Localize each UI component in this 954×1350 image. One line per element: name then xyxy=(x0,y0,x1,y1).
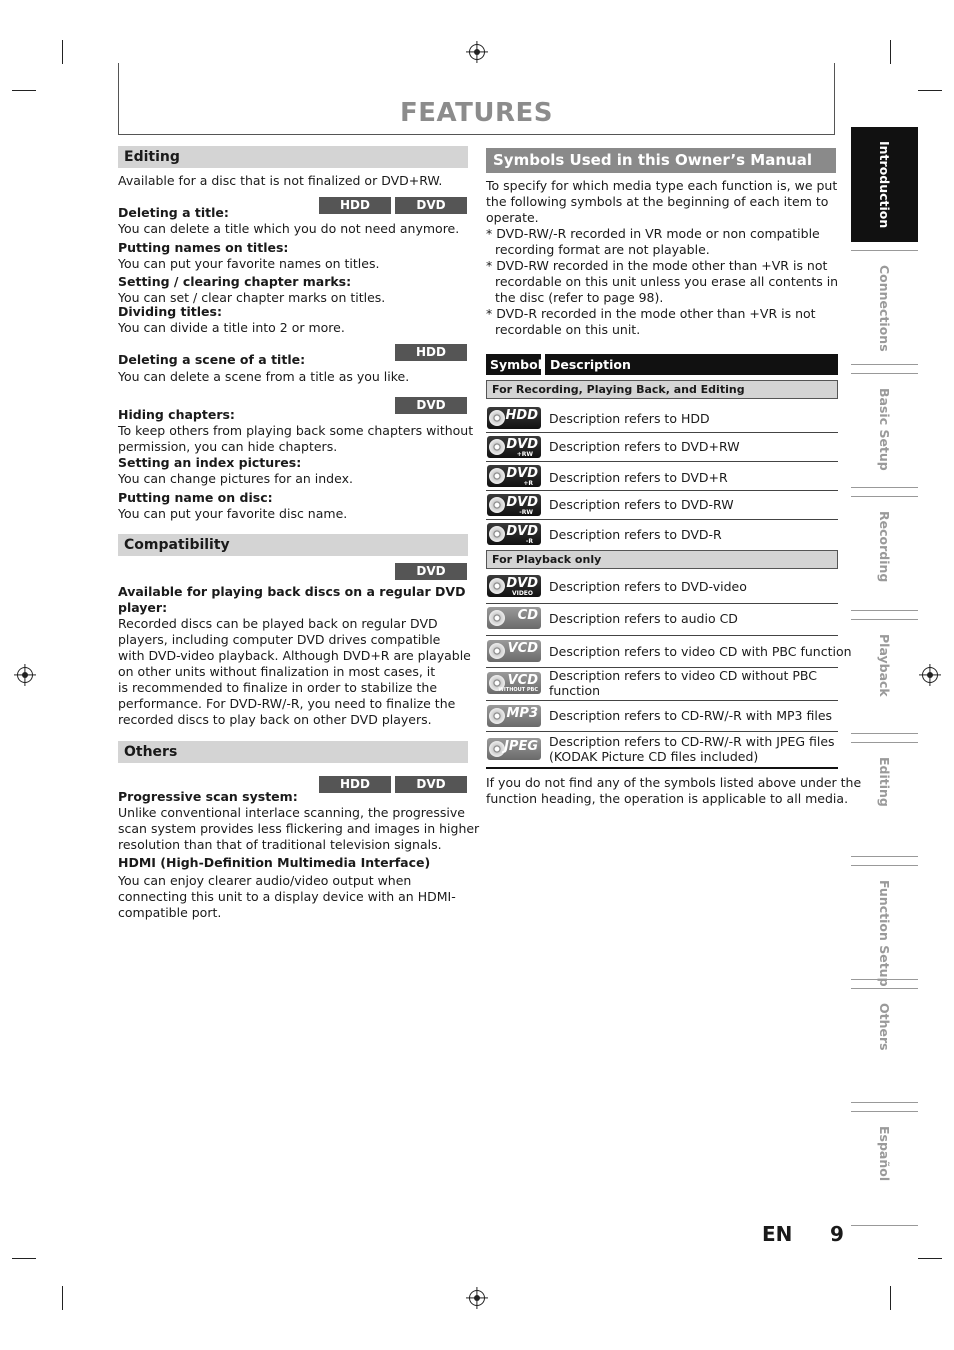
crop-mark xyxy=(918,1258,942,1259)
table-bottom-rule xyxy=(486,767,838,769)
crop-mark xyxy=(890,1286,891,1310)
registration-mark-icon xyxy=(469,1290,485,1306)
table-row-description: function xyxy=(549,683,601,698)
table-row-description: Description refers to CD-RW/-R with JPEG files xyxy=(549,734,835,749)
row-divider xyxy=(486,490,838,491)
crop-mark xyxy=(918,90,942,91)
item-text: You can delete a title which you do not need anymore. xyxy=(118,221,460,236)
symbols-note: * DVD-R recorded in the mode other than +VR is not xyxy=(486,306,816,321)
table-row-description: Description refers to video CD with PBC function xyxy=(549,644,852,659)
dvd-badge: DVD xyxy=(395,197,467,214)
compatibility-text: recorded discs to play back on other DVD players. xyxy=(118,712,432,727)
crop-mark xyxy=(890,40,891,64)
item-text: resolution than that of traditional television signals. xyxy=(118,837,442,852)
language-label: EN xyxy=(762,1222,793,1246)
item-text: You can change pictures for an index. xyxy=(118,471,353,486)
tab-introduction[interactable]: Introduction xyxy=(851,127,918,242)
symbols-note: recording format are not playable. xyxy=(495,242,710,257)
item-text: connecting this unit to a display device with an HDMI- xyxy=(118,889,456,904)
row-divider xyxy=(486,432,838,433)
item-text: You can put your favorite disc name. xyxy=(118,506,348,521)
dvd-plus-r-icon: DVD +R xyxy=(487,465,541,487)
cd-icon: CD xyxy=(487,607,541,629)
symbols-note: * DVD-RW/-R recorded in VR mode or non compatible xyxy=(486,226,820,241)
mp3-icon: MP3 xyxy=(487,705,541,727)
hdd-badge: HDD xyxy=(395,344,467,361)
dvd-plus-rw-icon: DVD +RW xyxy=(487,436,541,458)
table-row-description: Description refers to video CD without PBC xyxy=(549,668,817,683)
item-title: Putting name on disc: xyxy=(118,490,273,505)
symbols-note: the disc (refer to page 98). xyxy=(495,290,664,305)
hdd-badge: HDD xyxy=(319,197,391,214)
item-title: Putting names on titles: xyxy=(118,240,289,255)
symbols-note: recordable on this unit unless you erase all contents in xyxy=(495,274,839,289)
item-text: You can delete a scene from a title as you like. xyxy=(118,369,410,384)
symbols-intro: To specify for which media type each function is, we put xyxy=(486,178,838,193)
dvd-minus-r-icon: DVD -R xyxy=(487,523,541,545)
item-text: scan system provides less flickering and images in higher xyxy=(118,821,480,836)
page-number: 9 xyxy=(830,1222,844,1246)
compatibility-text: is recommended to finalize in order to stabilize the xyxy=(118,680,438,695)
symbols-note: recordable on this unit. xyxy=(495,322,641,337)
crop-mark xyxy=(12,90,36,91)
item-title: Setting an index pictures: xyxy=(118,455,302,470)
compatibility-title: player: xyxy=(118,600,168,615)
item-text: You can set / clear chapter marks on titles. xyxy=(118,290,386,305)
table-row-description: Description refers to DVD+R xyxy=(549,470,728,485)
row-divider xyxy=(486,519,838,520)
symbols-heading: Symbols Used in this Owner’s Manual xyxy=(486,148,836,173)
compatibility-text: on other units without finalization in most cases, it xyxy=(118,664,436,679)
item-text: Unlike conventional interlace scanning, the progressive xyxy=(118,805,465,820)
row-divider xyxy=(486,603,838,604)
item-text: You can enjoy clearer audio/video output when xyxy=(118,873,412,888)
compatibility-text: performance. For DVD-RW/-R, you need to finalize the xyxy=(118,696,456,711)
table-row-description: Description refers to DVD-RW xyxy=(549,497,734,512)
table-row-description: Description refers to DVD-video xyxy=(549,579,747,594)
hdd-icon: HDD xyxy=(487,407,541,429)
compatibility-title: Available for playing back discs on a regular DVD xyxy=(118,584,466,599)
tab-basic-setup[interactable]: Basic Setup xyxy=(851,373,918,488)
tab-others[interactable]: Others xyxy=(851,988,918,1103)
compatibility-text: players, including computer DVD drives compatible xyxy=(118,632,441,647)
symbols-intro: operate. xyxy=(486,210,539,225)
vcd-icon: VCD xyxy=(487,640,541,662)
table-header-description: Description xyxy=(545,354,838,375)
item-text: You can divide a title into 2 or more. xyxy=(118,320,345,335)
page-title: FEATURES xyxy=(400,98,553,128)
item-title: Deleting a scene of a title: xyxy=(118,352,306,367)
crop-mark xyxy=(12,1258,36,1259)
compatibility-heading: Compatibility xyxy=(118,534,468,556)
dvd-badge: DVD xyxy=(395,397,467,414)
table-row-description: Description refers to HDD xyxy=(549,411,710,426)
table-row-description: Description refers to audio CD xyxy=(549,611,738,626)
item-title: Setting / clearing chapter marks: xyxy=(118,274,352,289)
dvd-video-icon: DVD VIDEO xyxy=(487,575,541,597)
editing-heading: Editing xyxy=(118,146,468,168)
item-title: Hiding chapters: xyxy=(118,407,235,422)
row-divider xyxy=(486,700,838,701)
tab-recording[interactable]: Recording xyxy=(851,496,918,611)
vcd-without-pbc-icon: VCD WITHOUT PBC xyxy=(487,672,541,694)
table-row-description: Description refers to DVD+RW xyxy=(549,439,740,454)
table-row-description: Description refers to DVD-R xyxy=(549,527,722,542)
item-text: You can put your favorite names on titles. xyxy=(118,256,380,271)
table-row-description: (KODAK Picture CD files included) xyxy=(549,749,759,764)
item-title: HDMI (High-Definition Multimedia Interface) xyxy=(118,855,431,870)
group-recording-heading: For Recording, Playing Back, and Editing xyxy=(486,380,838,399)
symbols-footer: If you do not find any of the symbols listed above under the xyxy=(486,775,862,790)
dvd-badge: DVD xyxy=(395,776,467,793)
item-title: Progressive scan system: xyxy=(118,789,298,804)
item-text: permission, you can hide chapters. xyxy=(118,439,338,454)
tab-connections[interactable]: Connections xyxy=(851,250,918,365)
item-title: Dividing titles: xyxy=(118,304,222,319)
item-title: Deleting a title: xyxy=(118,205,229,220)
crop-mark xyxy=(62,40,63,64)
symbols-note: * DVD-RW recorded in the mode other than +VR is not xyxy=(486,258,828,273)
jpeg-icon: JPEG xyxy=(487,738,541,760)
compatibility-text: with DVD-video playback. Although DVD+R are playable xyxy=(118,648,471,663)
item-text: To keep others from playing back some chapters without xyxy=(118,423,474,438)
symbols-footer: function heading, the operation is applicable to all media. xyxy=(486,791,849,806)
dvd-minus-rw-icon: DVD -RW xyxy=(487,494,541,516)
tab-espanol[interactable]: Español xyxy=(851,1111,918,1226)
tab-editing[interactable]: Editing xyxy=(851,742,918,857)
editing-intro: Available for a disc that is not finalized or DVD+RW. xyxy=(118,173,443,188)
registration-mark-icon xyxy=(17,667,33,683)
dvd-badge: DVD xyxy=(395,563,467,580)
crop-mark xyxy=(62,1286,63,1310)
registration-mark-icon xyxy=(922,667,938,683)
row-divider xyxy=(486,635,838,636)
symbols-intro: the following symbols at the beginning of each item to xyxy=(486,194,829,209)
table-header-symbol: Symbol xyxy=(486,354,541,375)
compatibility-text: Recorded discs can be played back on regular DVD xyxy=(118,616,438,631)
item-text: compatible port. xyxy=(118,905,222,920)
others-heading: Others xyxy=(118,741,468,763)
row-divider xyxy=(486,461,838,462)
registration-mark-icon xyxy=(469,44,485,60)
table-row-description: Description refers to CD-RW/-R with MP3 files xyxy=(549,708,833,723)
tab-function-setup[interactable]: Function Setup xyxy=(851,865,918,980)
tab-playback[interactable]: Playback xyxy=(851,619,918,734)
group-playback-heading: For Playback only xyxy=(486,550,838,569)
row-divider xyxy=(486,731,838,732)
hdd-badge: HDD xyxy=(319,776,391,793)
